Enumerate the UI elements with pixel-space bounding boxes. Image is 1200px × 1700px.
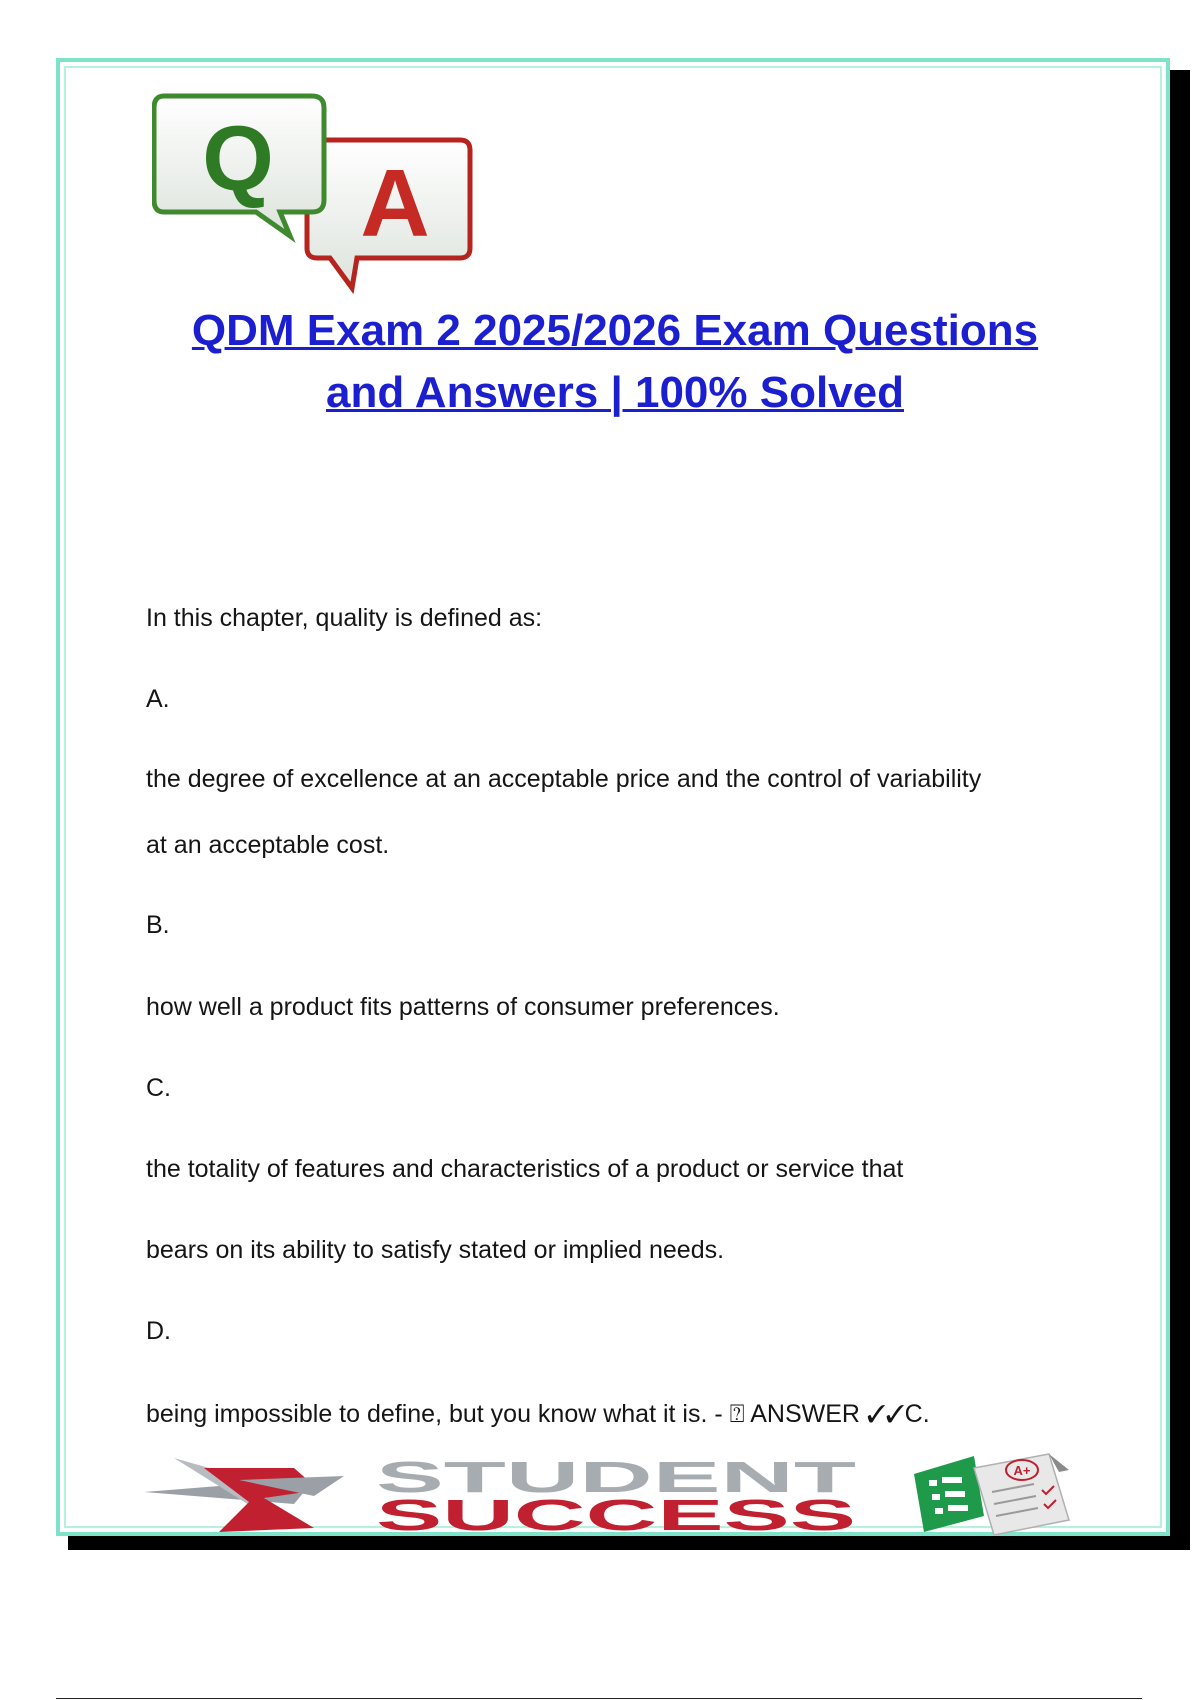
footer-student-text: STUDENT [376,1453,857,1502]
bottom-rule [56,1698,1142,1699]
option-a-text-line-1: the degree of excellence at an acceptable price and the control of variability [146,765,982,793]
option-d-text-line-1: being impossible to define, but you know what it is. - ⍰ ANSWER ✓✓C. [146,1400,930,1428]
question-prompt: In this chapter, quality is defined as: [146,604,543,632]
document-title [100,300,1130,424]
footer-grade-badge: A+ [1013,1463,1031,1478]
qa-speech-bubbles-icon [152,88,512,298]
q-letter: Q [202,108,274,210]
star-swoosh-icon [144,1458,344,1532]
option-c-letter: C. [146,1074,171,1102]
graded-paper-icon [974,1454,1069,1535]
option-a-text-line-2: at an acceptable cost. [146,831,390,859]
title-line-1: QDM Exam 2 2025/2026 Exam Questions [191,306,1039,355]
option-d-letter: D. [146,1317,171,1345]
option-c-text-line-2: bears on its ability to satisfy stated or implied needs. [146,1236,725,1264]
footer-success-text: SUCCESS [376,1491,856,1535]
option-b-letter: B. [146,911,170,939]
option-c-text-line-1: the totality of features and characteristics of a product or service that [146,1155,904,1183]
a-letter: A [360,150,430,257]
student-success-logo [144,1450,1089,1535]
option-b-text-line-1: how well a product fits patterns of consumer preferences. [146,993,780,1021]
title-line-2: and Answers | 100% Solved [325,368,904,417]
option-a-letter: A. [146,685,170,713]
